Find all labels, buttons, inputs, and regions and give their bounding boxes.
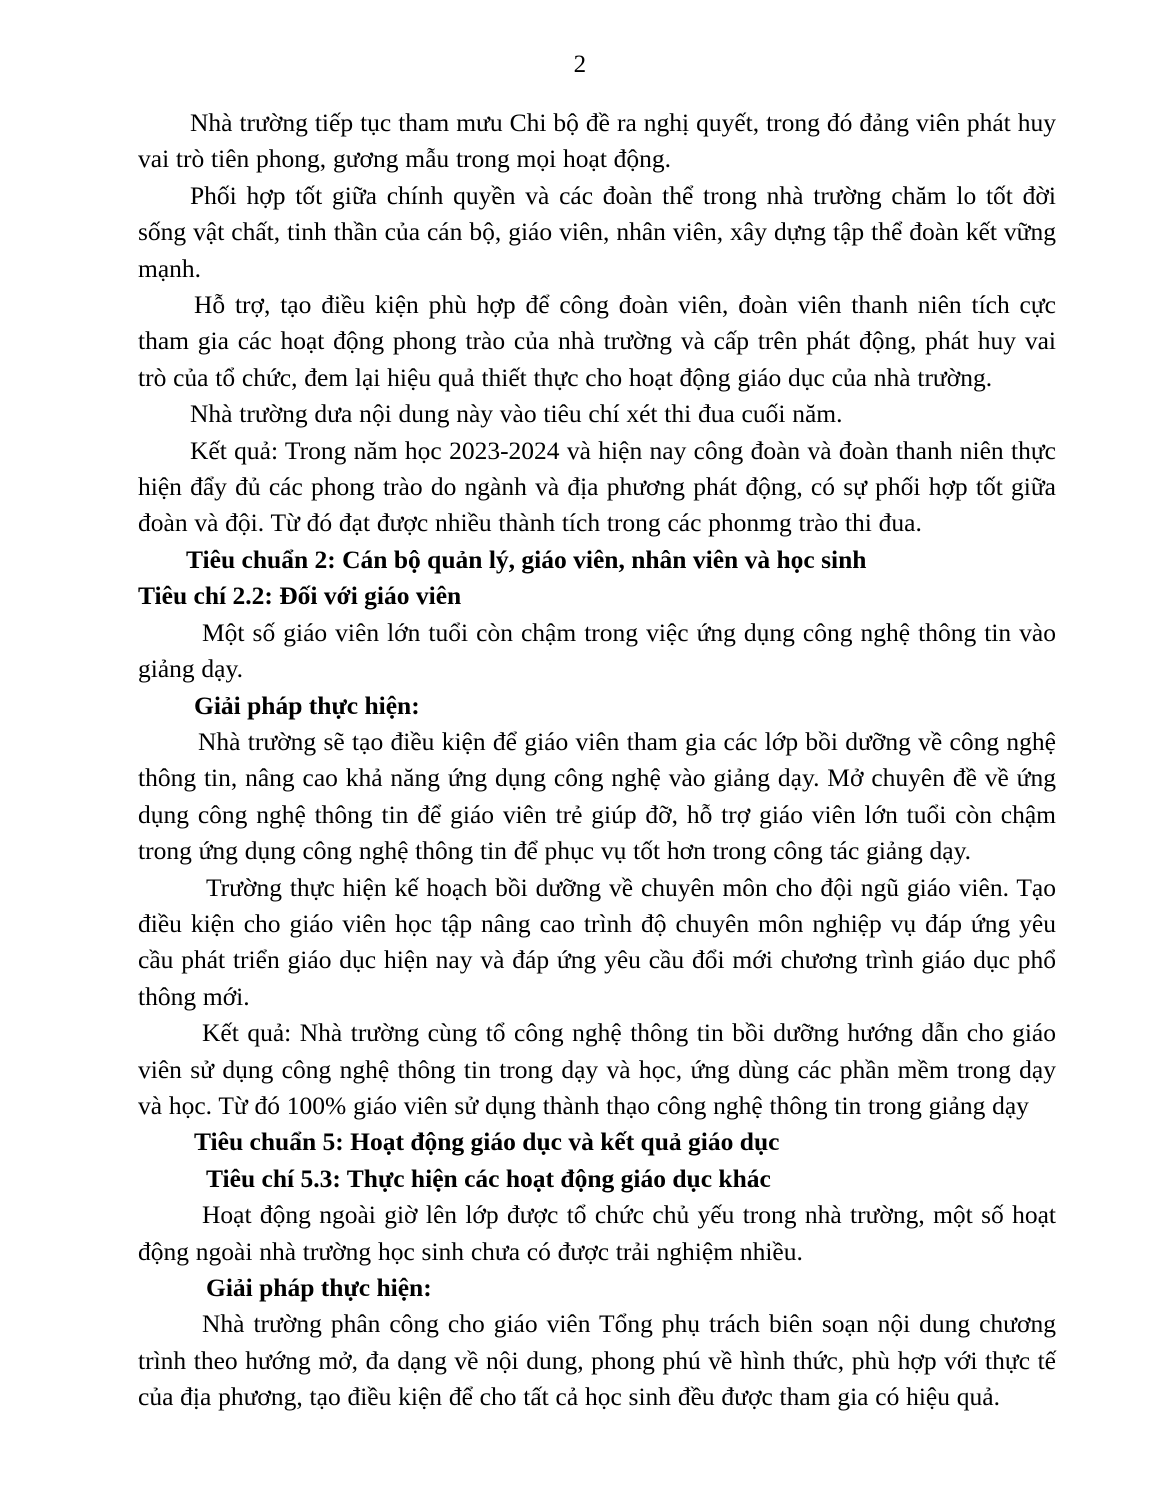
section-heading-tieu-chuan-5: Tiêu chuẩn 5: Hoạt động giáo dục và kết quả giáo dục <box>194 1127 780 1157</box>
section-heading-giai-phap-1: Giải pháp thực hiện: <box>194 690 420 720</box>
section-heading-tieu-chi-2-2: Tiêu chí 2.2: Đối với giáo viên <box>138 581 462 611</box>
paragraph: Hoạt động ngoài giờ lên lớp được tổ chức chủ yếu trong nhà trường, một số hoạt động ngoài nhà trường học sinh chưa có được trải nghiệm nhiều. <box>138 1200 1056 1266</box>
paragraph: Một số giáo viên lớn tuổi còn chậm trong việc ứng dụng công nghệ thông tin vào giảng dạy. <box>138 617 1056 684</box>
paragraph: Kết quả: Trong năm học 2023-2024 và hiện nay công đoàn và đoàn thanh niên thực hiện đẩy đủ các phong trào do ngành và địa phương phát động, có sự phối hợp tốt giữa đoàn và đội. Từ đó đạt được nhiều thành tích trong các phonmg trào thi đua. <box>138 435 1056 538</box>
paragraph: Hỗ trợ, tạo điều kiện phù hợp để công đoàn viên, đoàn viên thanh niên tích cực tham gia các hoạt động phong trào của nhà trường và cấp trên phát động, phát huy vai trò của tổ chức, đem lại hiệu quả thiết thực cho hoạt động giáo dục của nhà trường. <box>138 290 1056 392</box>
section-heading-tieu-chi-5-3: Tiêu chí 5.3: Thực hiện các hoạt động giáo dục khác <box>206 1163 771 1193</box>
paragraph: Nhà trường dưa nội dung này vào tiêu chí xét thi đua cuối năm. <box>190 399 843 429</box>
paragraph: Phối hợp tốt giữa chính quyền và các đoàn thể trong nhà trường chăm lo tốt đời sống vật chất, tinh thần của cán bộ, giáo viên, nhân viên, xây dựng tập thể đoàn kết vững mạnh. <box>138 180 1056 283</box>
paragraph: Nhà trường tiếp tục tham mưu Chi bộ đề ra nghị quyết, trong đó đảng viên phát huy vai trò tiên phong, gương mẫu trong mọi hoạt động. <box>138 108 1056 174</box>
paragraph: Nhà trường phân công cho giáo viên Tổng phụ trách biên soạn nội dung chương trình theo hướng mở, đa dạng về nội dung, phong phú về hình thức, phù hợp với thực tế của địa phương, tạo điều kiện để cho tất cả học sinh đều được tham gia có hiệu quả. <box>138 1309 1056 1412</box>
paragraph: Trường thực hiện kế hoạch bồi dưỡng về chuyên môn cho đội ngũ giáo viên. Tạo điều kiện cho giáo viên học tập nâng cao trình độ chuyên môn nghiệp vụ đáp ứng yêu cầu phát triển giáo dục hiện nay và đáp ứng yêu cầu đổi mới chương trình giáo dục phổ thông mới. <box>138 872 1056 1011</box>
paragraph: Kết quả: Nhà trường cùng tổ công nghệ thông tin bồi dưỡng hướng dẫn cho giáo viên sử dụng công nghệ thông tin trong dạy và học, ứng dùng các phần mềm trong dạy và học. Từ đó 100% giáo viên sử dụng thành thạo công nghệ thông tin trong giảng dạy <box>138 1018 1056 1120</box>
document-body <box>138 105 1056 1416</box>
paragraph: Nhà trường sẽ tạo điều kiện để giáo viên tham gia các lớp bồi dưỡng về công nghệ thông tin, nâng cao khả năng ứng dụng công nghệ vào giảng dạy. Mở chuyên đề về ứng dụng công nghệ thông tin để giáo viên trẻ giúp đỡ, hỗ trợ giáo viên lớn tuổi còn chậm trong ứng dụng công nghệ thông tin để phục vụ tốt hơn trong công tác giảng dạy. <box>138 726 1056 866</box>
section-heading-tieu-chuan-2: Tiêu chuẩn 2: Cán bộ quản lý, giáo viên, nhân viên và học sinh <box>186 544 867 574</box>
section-heading-giai-phap-2: Giải pháp thực hiện: <box>206 1273 432 1302</box>
page-number: 2 <box>573 51 587 78</box>
